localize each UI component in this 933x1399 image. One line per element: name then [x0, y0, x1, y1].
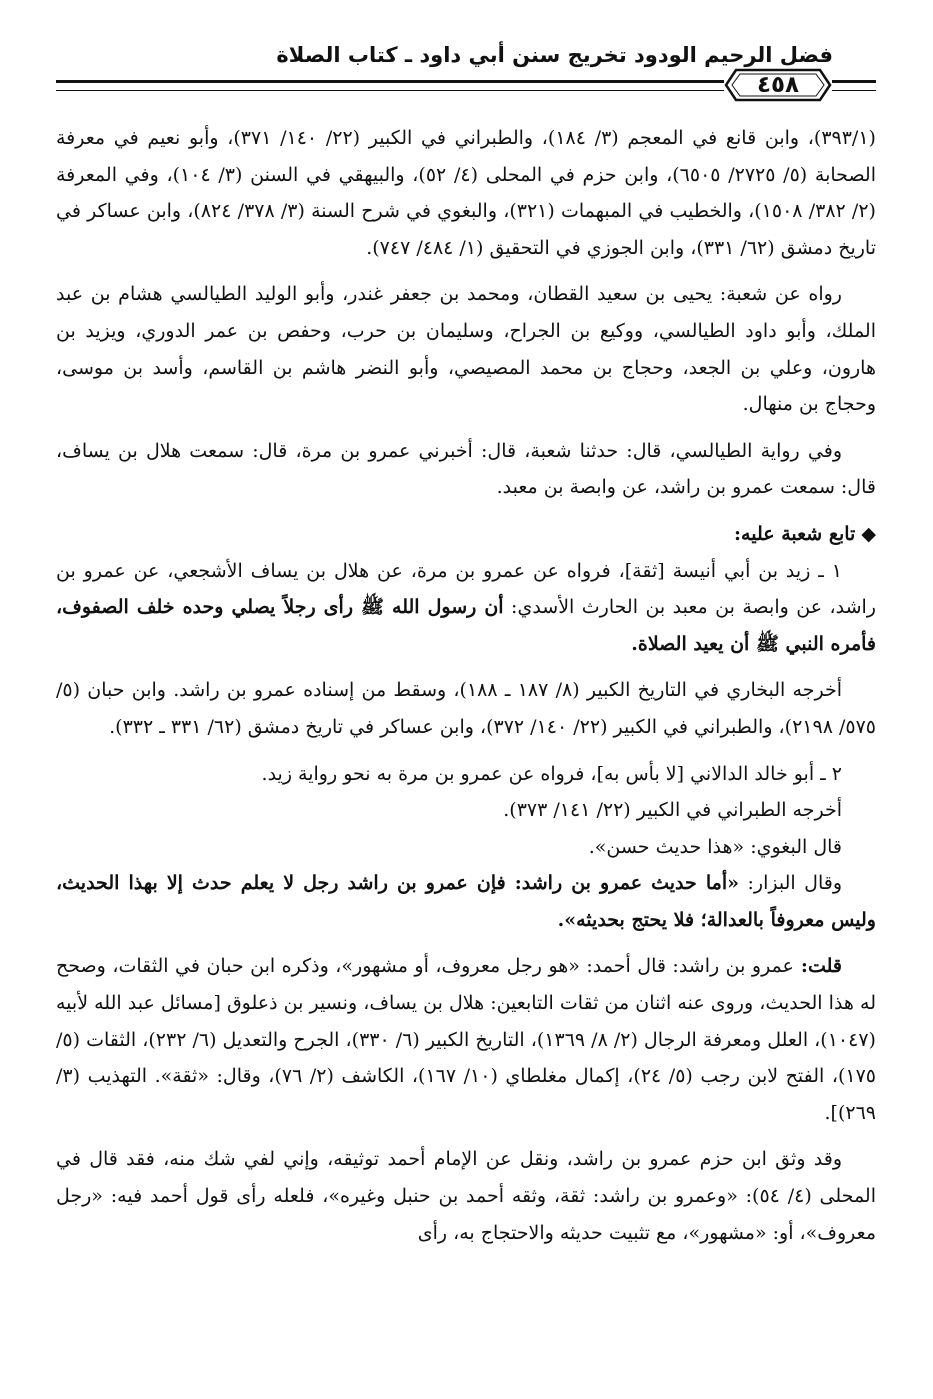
page-number: ٤٥٨: [756, 72, 800, 98]
paragraph-ibn-hazm: وقد وثق ابن حزم عمرو بن راشد، ونقل عن الإمام أحمد توثيقه، وإني لفي شك منه، فقد قال في المحلى (٤/ ٥٤): «وعمرو بن راشد: ثقة، وثقه أحمد بن حنبل وغيره»، فلعله رأى قول أحمد فيه: «رجل معروف»، أو: «مشهور»، مع تثبيت حديثه والاحتجاج به، رأى: [56, 1148, 876, 1244]
paragraph-qultu-lead: قلت:: [793, 955, 842, 978]
header-rule-right: [832, 80, 876, 91]
paragraph-dalani: ٢ ـ أبو خالد الدالاني [لا بأس به]، فرواه عن عمرو بن مرة به نحو رواية زيد.: [261, 762, 842, 785]
bullet-icon: ◆: [861, 522, 876, 545]
paragraph-zayd-matn: أن رسول الله ﷺ رأى رجلاً يصلي وحده خلف الصفوف، فأمره النبي ﷺ أن يعيد الصلاة.: [56, 596, 876, 655]
header-rule-left: [56, 80, 724, 91]
paragraph-sources: (٣٩٣/١)، وابن قانع في المعجم (٣/ ١٨٤)، والطبراني في الكبير (٢٢/ ١٤٠/ ٣٧١)، وأبو نعيم في معرفة الصحابة (٥/ ٢٧٢٥/ ٦٥٠٥)، وابن حزم في المحلى (٤/ ٥٢)، والبيهقي في السنن (٣/ ١٠٤)، وفي المعرفة (٢/ ٣٨٢/ ١٥٠٨)، والخطيب في المبهمات (٣٢١)، والبغوي في شرح السنة (٣/ ٣٧٨/ ٨٢٤)، وابن عساكر في تاريخ دمشق (٦٢/ ٣٣١)، وابن الجوزي في التحقيق (١/ ٤٨٤/ ٧٤٧).: [56, 127, 876, 259]
paragraph-baghawi: قال البغوي: «هذا حديث حسن».: [588, 835, 842, 858]
paragraph-bazzar-quote: «أما حديث عمرو بن راشد: فإن عمرو بن راشد رجل لا يعلم حدث إلا بهذا الحديث، وليس معروفاً بالعدالة؛ فلا يحتج بحديثه».: [56, 872, 876, 931]
section-heading-text: تابع شعبة عليه:: [734, 522, 856, 545]
paragraph-tabarani: أخرجه الطبراني في الكبير (٢٢/ ١٤١/ ٣٧٣).: [503, 799, 842, 822]
paragraph-bazzar: [56, 865, 876, 938]
paragraph-bazzar-lead: وقال البزار:: [738, 872, 842, 895]
paragraph-qultu: [56, 948, 876, 1131]
paragraph-zayd: [56, 553, 876, 663]
paragraph-tayalisi: وفي رواية الطيالسي، قال: حدثنا شعبة، قال: أخبرني عمرو بن مرة، قال: سمعت هلال بن يساف، قال: سمعت عمرو بن راشد، عن وابصة بن معبد.: [56, 439, 876, 499]
running-header: فضل الرحيم الودود تخريج سنن أبي داود ـ كتاب الصلاة: [276, 43, 833, 67]
paragraph-qultu-body: عمرو بن راشد: قال أحمد: «هو رجل معروف، أو مشهور»، وذكره ابن حبان في الثقات، وصحح له هذا الحديث، وروى عنه اثنان من ثقات التابعين: هلال بن يساف، ونسير بن ذعلوق [مسائل عبد الله لأبيه (١٠٤٧)، العلل ومعرفة الرجال (٢/ ٨/ ١٣٦٩)، التاريخ الكبير (٦/ ٣٣٠)، الجرح والتعديل (٦/ ٢٣٢)، الثقات (٥/ ١٧٥)، الفتح لابن رجب (٥/ ٢٤)، إكمال مغلطاي (١٠/ ١٦٧)، الكاشف (٢/ ٧٦)، وقال: «ثقة». التهذيب (٣/ ٢٦٩)].: [56, 955, 876, 1124]
section-heading: [56, 516, 876, 553]
paragraph-zayd-chain: ١ ـ زيد بن أبي أنيسة [ثقة]، فرواه عن عمرو بن مرة، عن هلال بن يساف الأشجعي، عن عمرو بن راشد، عن وابصة بن معبد بن الحارث الأسدي:: [56, 559, 876, 619]
page-number-ornament: [724, 64, 832, 106]
paragraph-narrators: رواه عن شعبة: يحيى بن سعيد القطان، ومحمد بن جعفر غندر، وأبو الوليد الطيالسي هشام بن عبد الملك، وأبو داود الطيالسي، ووكيع بن الجراح، وسليمان بن حرب، وحفص بن عمر الدوري، ويزيد بن هارون، وعلي بن الجعد، وحجاج بن محمد المصيصي، وأبو النضر هاشم بن القاسم، وأسد بن موسى، وحجاج بن منهال.: [56, 283, 876, 416]
main-text: [56, 120, 876, 1261]
paragraph-bukhari: أخرجه البخاري في التاريخ الكبير (٨/ ١٨٧ ـ ١٨٨)، وسقط من إسناده عمرو بن راشد. وابن حبان (٥/ ٥٧٥/ ٢١٩٨)، والطبراني في الكبير (٢٢/ ١٤٠/ ٣٧٢)، وابن عساكر في تاريخ دمشق (٦٢/ ٣٣١ ـ ٣٣٢).: [56, 679, 876, 738]
